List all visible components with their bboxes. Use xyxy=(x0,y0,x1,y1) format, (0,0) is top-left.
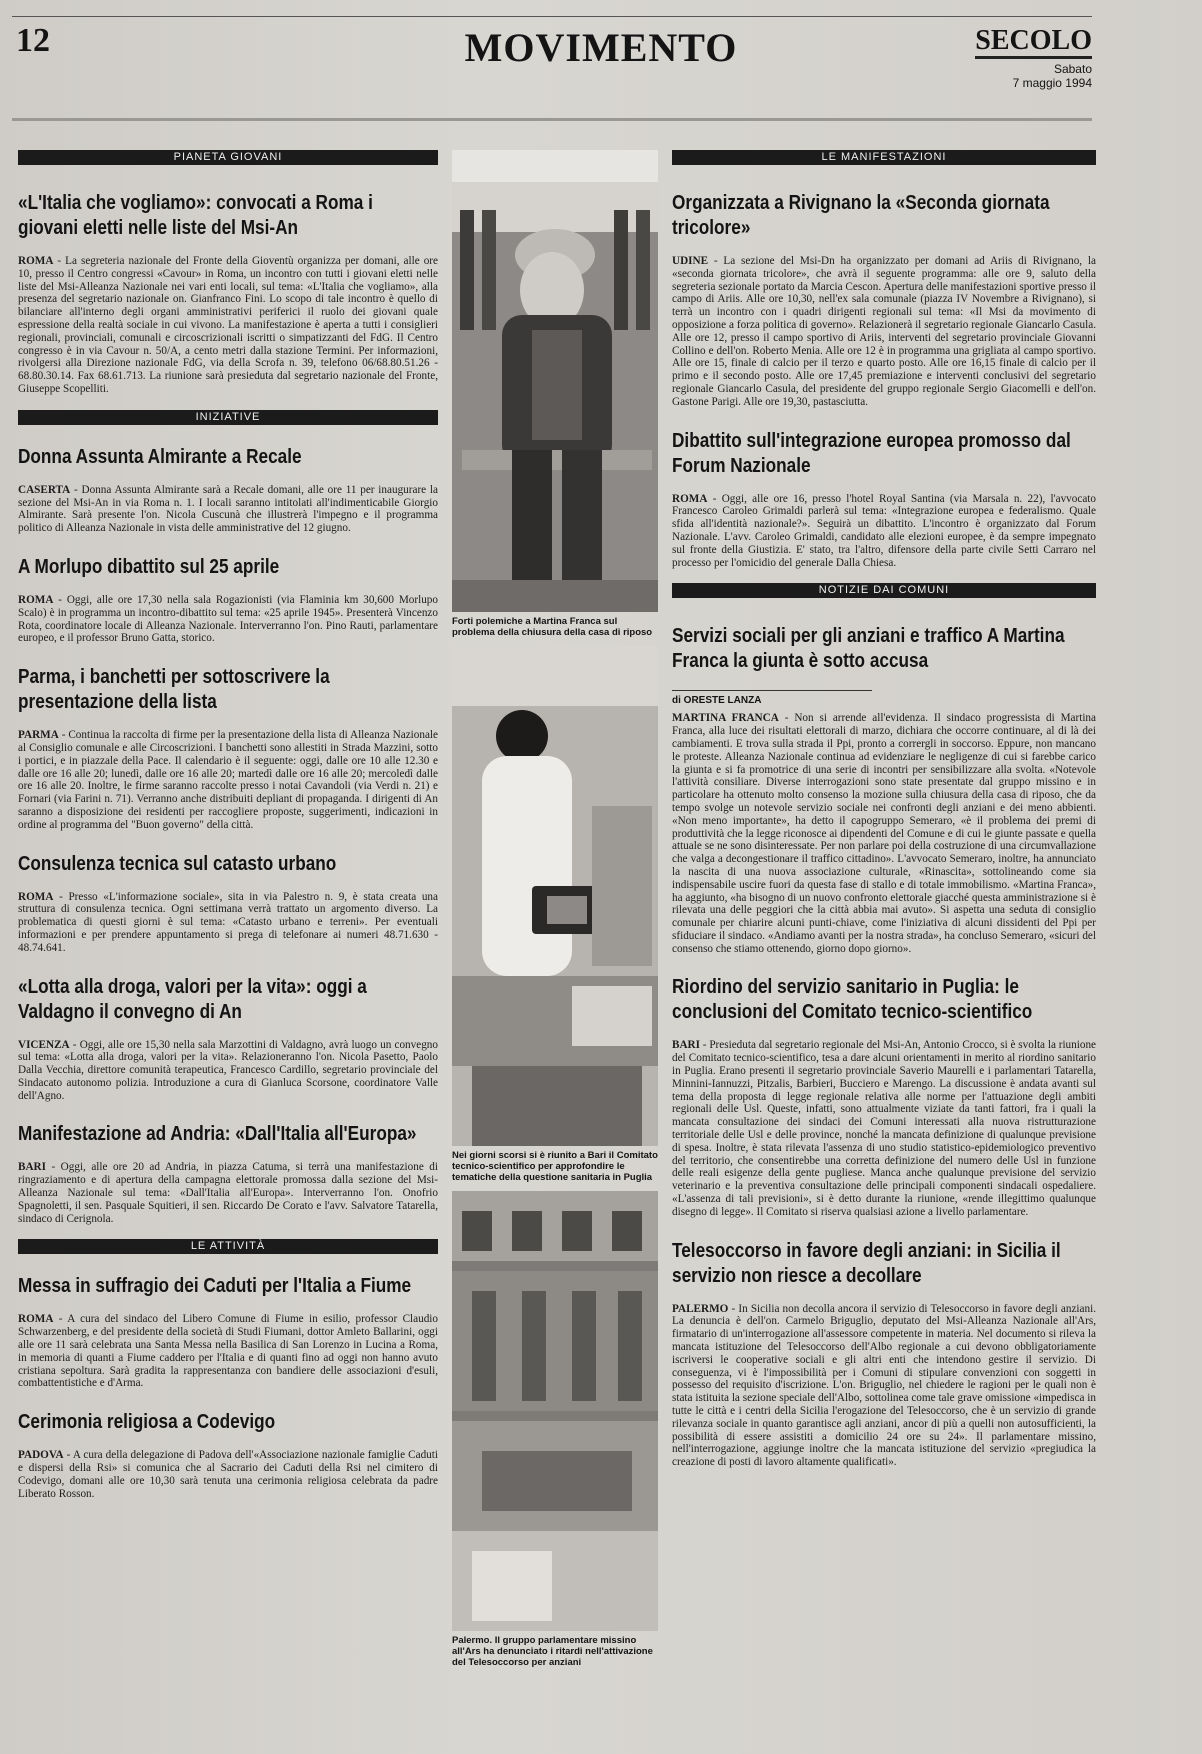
article-headline: Manifestazione ad Andria: «Dall'Italia all'Europa» xyxy=(18,1123,417,1146)
photo-image xyxy=(452,150,658,612)
byline-rule xyxy=(672,690,872,691)
article-headline: «Lotta alla droga, valori per la vita»: oggi a Valdagno il convegno di An xyxy=(18,975,367,1023)
article-dateline: VICENZA xyxy=(18,1038,70,1051)
article-dateline: PARMA xyxy=(18,729,59,742)
article xyxy=(18,191,438,396)
photo-palermo-building xyxy=(452,1191,658,1631)
header-rule xyxy=(12,16,1092,17)
article-body xyxy=(18,1449,438,1500)
article-text: - Oggi, alle ore 20 ad Andria, in piazza Catuma, si terrà una manifestazione di ringraziamento e di apertura della campagna elettorale promossa dalla sezione del Msi-Alleanza Nazionale sul tema: «Dall'Italia all'Europa». Interverranno l'on. Onofrio Spagnoletti, il sen. Pasquale Squitieri, il sen. Riccardo De Corato e l'avv. Salvatore Tatarella, sindaco di Cerignola. xyxy=(18,1161,438,1225)
section-bar-iniziative: INIZIATIVE xyxy=(18,410,438,425)
article-body xyxy=(18,891,438,955)
article-dateline: BARI xyxy=(672,1039,700,1052)
article xyxy=(672,191,1096,409)
article xyxy=(18,555,438,645)
header-separator xyxy=(12,118,1092,121)
photo-image xyxy=(452,1191,658,1631)
article xyxy=(672,1239,1096,1469)
article-text: - In Sicilia non decolla ancora il servizio di Telesoccorso in favore degli anziani. La denuncia è dell'on. Carmelo Briguglio, deputato del Msi-Alleanza Nazionale all'Ars, firmatario di un'interrogazione all'assessore competente in materia. Nel documento si rileva la mancata istituzione del Telesoccorso dell'Albo regionale a cui devono obbligatoriamente iscriversi le cooperative sociali e gli altri enti che intendono gestire il servizio. Di conseguenza, vi è l'impossibilità per i Comuni di stipulare convenzioni con soggetti in possesso del requisito d'iscrizione. L'on. Briguglio, nel chiedere le ragioni per le quali non è stata istituita la sezione speciale dell'Albo, sottolinea come tale grave omissione «impedisca in tutte le città e i centri della Sicilia l'erogazione del Telesoccorso, che è un servizio di grande rilevanza sociale in quanto garantisce agli anziani, ancor di più a quelli non autosufficienti, la possibilità di essere assistiti a domicilio 24 ore su 24». Il parlamentare missino, nell'interrogazione, aggiunge inoltre che la mancata istituzione del servizio «pregiudica la creazione di posti di lavoro altamente qualificati». xyxy=(672,1302,1096,1469)
article-dateline: BARI xyxy=(18,1161,46,1174)
date-day: Sabato xyxy=(1053,62,1092,76)
article-text: - Oggi, alle ore 15,30 nella sala Marzottini di Valdagno, avrà luogo un convegno sul tema: «Lotta alla droga, valori per la vita». Relazioneranno l'on. Nicola Pasetto, Paolo Dalla Vecchia, direttore comunità terapeutica, Francesco Cardillo, segretario provinciale del Sindacato autonomo polizia. Introduzione a cura di Gianluca Scorsone, coordinatore Valle dell'Agno. xyxy=(18,1038,438,1102)
article-headline: Dibattito sull'integrazione europea promosso dal Forum Nazionale xyxy=(672,429,1071,477)
section-bar-le-attivita: LE ATTIVITÀ xyxy=(18,1239,438,1254)
article-dateline: MARTINA FRANCA xyxy=(672,712,779,725)
photo-caption: Nei giorni scorsi si è riunito a Bari il Comitato tecnico-scientifico per approfondire le tematiche della questione sanitaria in Puglia xyxy=(452,1150,658,1183)
article-headline: Consulenza tecnica sul catasto urbano xyxy=(18,852,337,875)
article-body xyxy=(18,729,438,831)
article-text: - A cura della delegazione di Padova dell'«Associazione nazionale famiglie Caduti e dispersi della Rsi» si comunica che al Sacrario dei Caduti della Rsi nel cimitero di Codevigo, domani alle ore 10,30 sarà tenuta una cerimonia religiosa celebrata da padre Liberato Rosson. xyxy=(18,1449,438,1500)
section-bar-pianeta-giovani: PIANETA GIOVANI xyxy=(18,150,438,165)
article-body xyxy=(672,712,1096,955)
left-column xyxy=(18,150,438,1500)
article-headline: «L'Italia che vogliamo»: convocati a Roma i giovani eletti nelle liste del Msi-An xyxy=(18,192,373,239)
article-text: - A cura del sindaco del Libero Comune di Fiume in esilio, professor Claudio Schwarzenberg, e del presidente della società di Studi Fiumani, dottor Amleto Ballarini, oggi alle ore 11 sarà celebrata una Santa Messa nella Basilica di San Lorenzo in Lucina a Roma, in memoria di quanti a Fiume caddero per l'Italia e di quanti fino ad oggi non hanno avuto cristiana sepoltura. Sarà gradita la rappresentanza con bandiere delle associazioni d'esuli, combattentistiche e d'Arma. xyxy=(18,1313,438,1390)
page-header xyxy=(0,0,1202,120)
article-dateline: CASERTA xyxy=(18,483,71,496)
article-byline: di ORESTE LANZA xyxy=(672,695,762,707)
article-body xyxy=(672,1303,1096,1469)
dateline xyxy=(1013,62,1092,90)
section-bar-notizie-dai-comuni: NOTIZIE DAI COMUNI xyxy=(672,583,1096,598)
photo-column xyxy=(452,150,658,1676)
article xyxy=(18,1274,438,1390)
article-headline: A Morlupo dibattito sul 25 aprile xyxy=(18,555,280,578)
article-dateline: ROMA xyxy=(18,890,54,903)
article xyxy=(18,1122,438,1225)
photo-committee-meeting xyxy=(452,646,658,1146)
article-text: - Oggi, alle ore 17,30 nella sala Rogazionisti (via Flaminia km 30,600 Morlupo Scalo) è in programma un incontro-dibattito sul tema: «25 aprile 1945». Presenterà Vincenzo Rota, coordinatore locale di Alleanza Nazionale. Interverranno l'on. Pino Rauti, parlamentare europeo, e il professor Bruno Gatta, storico. xyxy=(18,593,438,645)
article xyxy=(672,624,1096,955)
section-bar-le-manifestazioni: LE MANIFESTAZIONI xyxy=(672,150,1096,165)
article-body xyxy=(18,1161,438,1225)
page-number: 12 xyxy=(16,22,50,59)
right-column xyxy=(672,150,1096,1469)
article xyxy=(18,445,438,535)
article-headline: Cerimonia religiosa a Codevigo xyxy=(18,1411,276,1434)
article-text: - Donna Assunta Almirante sarà a Recale domani, alle ore 11 per inaugurare la sezione del Msi-An in via Roma n. 1. I locali saranno intitolati all'indimenticabile Giorgio Almirante. Sarà presente l'on. Nicola Cuscunà che illustrerà l'impegno e il programma politico di Alleanza Nazionale in vista delle amministrative del 12 giugno. xyxy=(18,483,438,535)
article-dateline: ROMA xyxy=(18,255,54,267)
article-body xyxy=(18,255,438,396)
newspaper-logo: SECOLO xyxy=(975,26,1092,59)
article-body xyxy=(18,1039,438,1103)
section-title: MOVIMENTO xyxy=(464,25,738,70)
article-text: - Presieduta dal segretario regionale del Msi-An, Antonio Crocco, si è svolta la riunione del Comitato tecnico-scientifico, tesa a dare alcuni orientamenti in merito al riordino sanitario in Puglia. Erano presenti il segretario provinciale Saverio Maurelli e i parlamentari Tatarella, Minnini-Iannuzzi, Pitzalis, Barbieri, Bucciero e Marengo. La discussione è andata avanti sul tema della proposta di legge regionale relativa alle norme per l'attuazione degli ambiti regionali delle Usl. Queste, infatti, sono attualmente viziate da tanti fattori, fra i quali la mancata consultazione dei sindaci dei Comuni interessati alla nuova ristrutturazione territoriale delle Usl e delle province, nonché la mancata definizione di qualunque previsione di spesa. Inoltre, è stata rilevata l'assenza di uno studio statistico-epidemiologico preventivo del territorio, che consentirebbe una corretta definizione del numero delle Usl in funzione delle reali esigenze della gente pugliese. Manca anche qualunque previsione del servizio veterinario e la preventiva consultazione delle principali componenti sindacali ospedaliere. «L'assenza di tali previsioni», si è detto durante la riunione, «rende illegittimo qualunque disegno di legge». Il Comitato si riserva qualsiasi azione a livello parlamentare. xyxy=(672,1039,1096,1218)
article-body xyxy=(18,594,438,645)
article-dateline: UDINE xyxy=(672,255,709,267)
article xyxy=(672,429,1096,570)
article xyxy=(18,975,438,1103)
date-value: 7 maggio 1994 xyxy=(1012,76,1092,90)
article-dateline: ROMA xyxy=(18,593,54,606)
article-text: - Oggi, alle ore 16, presso l'hotel Royal Santina (via Marsala n. 22), l'avvocato Francesco Caroleo Grimaldi parlerà sul tema: «Integrazione europea e federalismo. Quale sfida all'identità nazionale?». Seguirà un dibattito. L'incontro è organizzato dal Forum Nazionale. L'avv. Caroleo Grimaldi, candidato alle elezioni europee, è da sempre impegnato sul fronte della Giustizia. E' stato, tra l'altro, difensore della parte civile Setti Carraro nel processo per l'omicidio del generale Dalla Chiesa. xyxy=(672,492,1096,569)
article-body xyxy=(672,1039,1096,1218)
photo-caption: Palermo. Il gruppo parlamentare missino all'Ars ha denunciato i ritardi nell'attivazione del Telesoccorso per anziani xyxy=(452,1635,653,1668)
article-text: - Continua la raccolta di firme per la presentazione della lista di Alleanza Nazionale al Consiglio comunale e alle Circoscrizioni. I banchetti sono allestiti in Strada Mazzini, sotto i portici, e in piazzale della Pace. Il calendario è il seguente: oggi, dalle ore 10 alle 12.30 e dalle ore 16 alle 20; lunedì, dalle ore 16 alle 20; martedì dalle ore 16 alle 20; mercoledì dalle ore 16 alle 20. Inoltre, le firme saranno raccolte presso i notai Cavandoli (via Verdi n. 21) e Fornari (via Farini n. 71). Verranno anche distribuiti depliant di propaganda. I dirigenti di An saranno a disposizione dei residenti per raccogliere proposte, suggerimenti, indicazioni in ordine al programma del "Buon governo" della città. xyxy=(18,729,438,831)
photo-elderly-man-on-bench xyxy=(452,150,658,612)
article-headline: Messa in suffragio dei Caduti per l'Italia a Fiume xyxy=(18,1275,412,1298)
article-headline: Donna Assunta Almirante a Recale xyxy=(18,445,302,468)
article-headline: Riordino del servizio sanitario in Puglia: le conclusioni del Comitato tecnico-scientifico xyxy=(672,976,1033,1024)
article xyxy=(18,1410,438,1500)
article xyxy=(672,975,1096,1218)
article-body xyxy=(18,484,438,535)
article xyxy=(18,665,438,831)
article-dateline: ROMA xyxy=(18,1313,54,1326)
article-headline: Telesoccorso in favore degli anziani: in Sicilia il servizio non riesce a decollare xyxy=(672,1239,1061,1287)
article-text: - Non si arrende all'evidenza. Il sindaco progressista di Martina Franca, alla luce dei risultati elettorali di marzo, dichiara che occorre continuare, al di là dei cambiamenti. E trova sulla strada il Ppi, pronto a correrglі in soccorso. Eppure, non mancano le proteste. Alleanza Nazionale continua ad evidenziare le negligenze di cui si farebbe carico la giunta e si fa promotrice di una serie di incontri per sensibilizzare alla svolta. «Notevole l'attività consiliare. Diverse interrogazioni sono state presentate dal gruppo missino e in particolare ha ottenuto molto consenso la mozione sulla chiusura della casa di riposo, che da tempo svolge un notevole servizio sociale nei confronti degli anziani e dei meno abbienti. «Non meno importante», ha detto il capogruppo Semeraro, «è il problema dei premi di produttività che la legge riconosce ai dipendenti del Comune e di cui le giunte passate e quella attuale se ne sono disinteressate. Per non parlare poi della costruzione di una circumvallazione che valga a decongestionare il traffico cittadino». L'avvocato Semeraro, inoltre, ha annunciato la nascita di una nuova associazione culturale, «Rinascita», sottolineando come sia indispensabile uscire fuori da questa fase di stallo e di totale immobilismo. «Martina Franca», ha aggiunto, «ha bisogno di un nuovo confronto elettorale giacché questa amministrazione si è rilevata una delle peggiori che la città abbia mai avuto». Si aspetta una seduta di consiglio comunale per chiarire alcuni punti-chiave, come l'iniziativa di alcuni dissidenti del Ppi per sfiduciare il sindaco. «Andiamo avanti per la nostra strada», ha concluso Semeraro, «sicuri del consenso che stiamo ottenendo, giorno dopo giorno». xyxy=(672,712,1096,955)
article-body xyxy=(672,255,1096,409)
article-text: - La segreteria nazionale del Fronte della Gioventù organizza per domani, alle ore 10, presso il Centro congressi «Cavour» in Roma, un incontro con tutti i giovani eletti nelle liste del Msi-Alleanza Nazionale nei vari enti locali, sul tema: «L'Italia che vogliamo», alla presenza del segretario nazionale on. Gianfranco Fini. Lo scopo di tale incontro è quello di bilanciare all'interno degli organi amministrativi periferici il ruolo dei giovani quale espressione della realtà sociale in cui vivono. La manifestazione è aperta a tutti i consiglieri regionali, provinciali, comunali e circoscrizionali iscritti o simpatizzanti del FdG. Il Centro congresso è in via Cavour n. 50/A, a cento metri dalla stazione Termini. Per informazioni, rivolgersi alla Direzione nazionale FdG, via della Scrofa n. 39, telefono 06/68.80.51.26 - 68.80.30.14. Fax 68.61.713. La riunione sarà presieduta dal segretario nazionale del Fronte, Giuseppe Scopelliti. xyxy=(18,255,438,395)
article-body xyxy=(18,1313,438,1390)
article-body xyxy=(672,493,1096,570)
photo-image xyxy=(452,646,658,1146)
article-dateline: ROMA xyxy=(672,492,708,505)
article-headline: Organizzata a Rivignano la «Seconda giornata tricolore» xyxy=(672,192,1050,239)
article-dateline: PALERMO xyxy=(672,1302,729,1315)
article-dateline: PADOVA xyxy=(18,1449,64,1462)
article-headline: Parma, i banchetti per sottoscrivere la presentazione della lista xyxy=(18,666,330,714)
article-text: - La sezione del Msi-Dn ha organizzato per domani ad Ariis di Rivignano, la «seconda giornata tricolore», che avrà il seguente programma: alle ore 9, saluto della segreteria sezionale portato da Marcia Cescon. Apertura delle manifestazioni sportive presso il campo di Ariis. Alle ore 10,30, nell'ex sala comunale (piazza IV Novembre a Rivignano), si terrà un incontro con i quadri dirigenti regionali sul tema: «Il Msi da movimento di opposizione a forza politica di governo». Relazionerà il segretario regionale Giancarlo Casula. Alle ore 12, presso il campo sportivo di Ariis, interventi del segretario provinciale Giovanni Collino e dell'on. Roberto Menia. Alle ore 12 è in programma una grigliata al campo sportivo. Alle ore 15, finale di calcio per il terzo e quarto posto. Alle ore 16,15 finale di calcio per il primo e il secondo posto. Alle ore 17,45 premiazione e interventi conclusivi del segretario regionale Giancarlo Casula, del presidente del gruppo regionale Sergio Giacomelli e dell'on. Gastone Parigi. Alle ore 19,30, pastasciutta. xyxy=(672,255,1096,408)
article-headline: Servizi sociali per gli anziani e traffico A Martina Franca la giunta è sotto accusa xyxy=(672,625,1065,673)
article-text: - Presso «L'informazione sociale», sita in via Palestro n. 9, è stata creata una struttura di consulenza tecnica. Ogni settimana verrà trattato un argomento diverso. La problematica di questi giorni è sul tema: «Catasto urbano e terreni». Per eventuali informazioni e per prendere appuntamento si prega di telefonare ai numeri 48.71.630 - 48.74.641. xyxy=(18,890,438,954)
article xyxy=(18,852,438,955)
photo-caption: Forti polemiche a Martina Franca sul problema della chiusura della casa di riposo xyxy=(452,616,653,638)
